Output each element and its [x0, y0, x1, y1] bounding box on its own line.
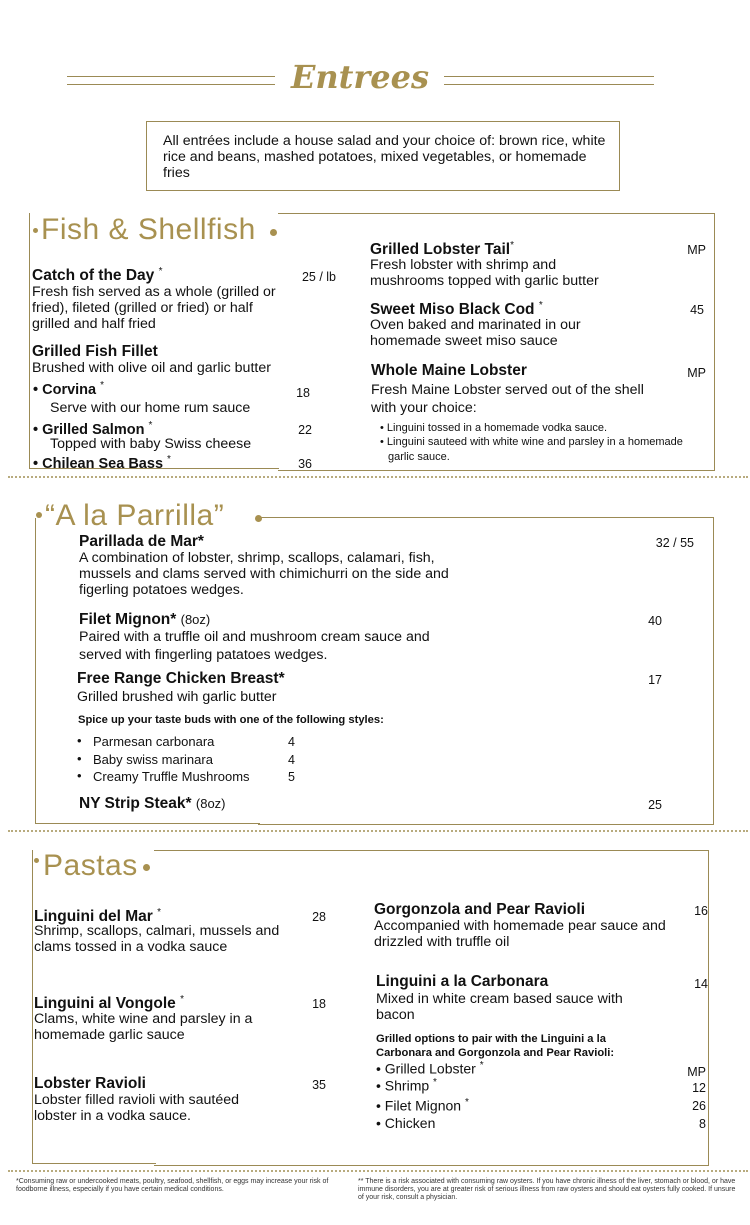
fillet-name: Grilled Fish Fillet: [32, 343, 158, 360]
grill-frame-left: [35, 518, 36, 823]
ravioli-desc: Lobster filled ravioli with sautéed lobster in a vodka sauce.: [34, 1092, 240, 1124]
grilled-options-heading: Grilled options to pair with the Linguini a la Carbonara and Gorgonzola and Pear Ravioli:: [376, 1033, 615, 1059]
style-row-1: •: [77, 733, 82, 748]
style-price-2: 4: [288, 753, 295, 767]
title-rule-left-top: [67, 76, 275, 77]
gorgonzola-desc: Accompanied with homemade pear sauce and drizzled with truffle oil: [374, 918, 666, 950]
parrillada-price: 32 / 55: [655, 536, 694, 550]
divider-2: [8, 830, 748, 832]
footer-note-left: *Consuming raw or undercooked meats, poultry, seafood, shellfish, or eggs may increase your risk of foodborne illness, especially if you have certain medical conditions.: [16, 1178, 329, 1193]
catch-name: Catch of the Day *: [32, 266, 163, 285]
lobster-tail-price: MP: [687, 243, 706, 257]
filet-name: Filet Mignon* (8oz): [79, 611, 211, 628]
footer-note-right: ** There is a risk associated with consuming raw oysters. If you have chronic illness of the liver, stomach or blood, or have immune disorders, you are at greater risk of serious illness from raw oysters and should eat oysters fully cooked. If unsure of your risk, consult a physician.: [358, 1178, 736, 1201]
title-rule-left-bottom: [67, 84, 275, 85]
salmon-desc: Topped with baby Swiss cheese: [50, 436, 252, 452]
mar-price: 28: [312, 910, 326, 924]
mar-desc: Shrimp, scallops, calmari, mussels and clams tossed in a vodka sauce: [34, 923, 280, 955]
fish-title-dot-left: [33, 228, 38, 233]
pastas-title-dot-left: [34, 858, 39, 863]
grilled-option-4: • Chicken: [376, 1115, 436, 1131]
style-name-1: Parmesan carbonara: [93, 734, 215, 749]
ravioli-price: 35: [312, 1078, 326, 1092]
ravioli-name: Lobster Ravioli: [34, 1075, 146, 1092]
divider-1: [8, 476, 748, 478]
lobster-tail-name: Grilled Lobster Tail*: [370, 240, 515, 259]
seabass-name: • Chilean Sea Bass *: [33, 454, 171, 468]
seabass-price: 36: [298, 457, 312, 468]
catch-desc: Fresh fish served as a whole (grilled or fried), fileted (grilled or fried) or half grilled and half fried: [32, 284, 276, 332]
carbonara-desc: Mixed in white cream based sauce with bacon: [376, 991, 623, 1023]
style-name-2: Baby swiss marinara: [93, 752, 213, 767]
chicken-price: 17: [648, 673, 662, 687]
grill-frame-bottom-left: [35, 823, 260, 824]
corvina-desc: Serve with our home rum sauce: [50, 400, 251, 416]
grill-section-title: “A la Parrilla”: [45, 499, 225, 532]
divider-3: [8, 1170, 748, 1172]
mar-name: Linguini del Mar *: [34, 907, 162, 926]
chicken-name: Free Range Chicken Breast*: [77, 670, 285, 687]
vongole-price: 18: [312, 997, 326, 1011]
style-price-1: 4: [288, 735, 295, 749]
pastas-title-dot-right: [143, 864, 150, 871]
strip-price: 25: [648, 798, 662, 812]
vongole-desc: Clams, white wine and parsley in a homemade garlic sauce: [34, 1011, 253, 1043]
maine-option-1: • Linguini tossed in a homemade vodka sauce.: [380, 422, 608, 434]
grilled-option-2-price: 12: [692, 1081, 706, 1095]
pastas-section-title: Pastas: [43, 849, 138, 882]
page-title: Entrees: [290, 58, 430, 96]
parrillada-desc: A combination of lobster, shrimp, scallops, calamari, fish, mussels and clams served with chimichurri on the side and figerling potatoes wedges.: [79, 550, 449, 598]
title-rule-right-top: [444, 76, 654, 77]
pastas-frame-left: [32, 850, 33, 1164]
miso-name: Sweet Miso Black Cod *: [370, 300, 543, 319]
fish-frame-left: [29, 213, 30, 469]
filet-price: 40: [648, 614, 662, 628]
grilled-option-3: • Filet Mignon *: [376, 1097, 469, 1114]
style-price-3: 5: [288, 770, 295, 784]
corvina-price: 18: [296, 386, 310, 400]
filet-desc: Paired with a truffle oil and mushroom cream sauce and served with fingerling patatoes wedges.: [79, 629, 430, 663]
maine-price: MP: [687, 366, 706, 380]
title-rule-right-bottom: [444, 84, 654, 85]
spice-heading: Spice up your taste buds with one of the following styles:: [78, 714, 384, 726]
grilled-option-3-price: 26: [692, 1099, 706, 1113]
maine-option-2: • Linguini sauteed with white wine and parsley in a homemade garlic sauce.: [380, 436, 683, 463]
strip-name: NY Strip Steak* (8oz): [79, 795, 226, 812]
carbonara-name: Linguini a la Carbonara: [376, 973, 549, 990]
salmon-price: 22: [298, 423, 312, 437]
grilled-option-1-price: MP: [687, 1065, 706, 1079]
fish-title-dot-right: [270, 229, 277, 236]
carbonara-price: 14: [694, 977, 708, 991]
miso-price: 45: [690, 303, 704, 317]
style-row-2: •: [77, 751, 82, 766]
gorgonzola-name: Gorgonzola and Pear Ravioli: [374, 901, 586, 918]
grill-title-dot-left: [36, 512, 42, 518]
gorgonzola-price: 16: [694, 904, 708, 918]
fillet-desc: Brushed with olive oil and garlic butter: [32, 360, 271, 376]
intro-text: All entrées include a house salad and your choice of: brown rice, white rice and beans, mashed potatoes, mixed vegetables, or homemade fries: [163, 133, 606, 181]
fish-frame-bottom-left: [29, 468, 279, 469]
maine-name: Whole Maine Lobster: [371, 362, 527, 379]
grilled-option-2: • Shrimp *: [376, 1077, 437, 1094]
seabass-clip: [30, 452, 320, 468]
chicken-desc: Grilled brushed wih garlic butter: [77, 689, 277, 705]
maine-desc: Fresh Maine Lobster served out of the shell with your choice:: [371, 382, 644, 416]
vongole-name: Linguini al Vongole *: [34, 994, 185, 1013]
fish-section-title: Fish & Shellfish: [41, 213, 256, 246]
style-row-3: •: [77, 768, 82, 783]
grilled-option-1: • Grilled Lobster *: [376, 1060, 484, 1077]
corvina-name: • Corvina *: [33, 380, 105, 398]
salmon-name: • Grilled Salmon *: [33, 420, 153, 438]
pastas-frame-bottom-left: [32, 1163, 156, 1164]
catch-price: 25 / lb: [301, 270, 336, 284]
style-name-3: Creamy Truffle Mushrooms: [93, 769, 250, 784]
grilled-option-4-price: 8: [699, 1117, 706, 1131]
parrillada-name: Parillada de Mar*: [79, 533, 204, 550]
miso-desc: Oven baked and marinated in our homemade sweet miso sauce: [370, 317, 581, 349]
grill-title-dot-right: [255, 515, 262, 522]
lobster-tail-desc: Fresh lobster with shrimp and mushrooms topped with garlic butter: [370, 257, 599, 289]
